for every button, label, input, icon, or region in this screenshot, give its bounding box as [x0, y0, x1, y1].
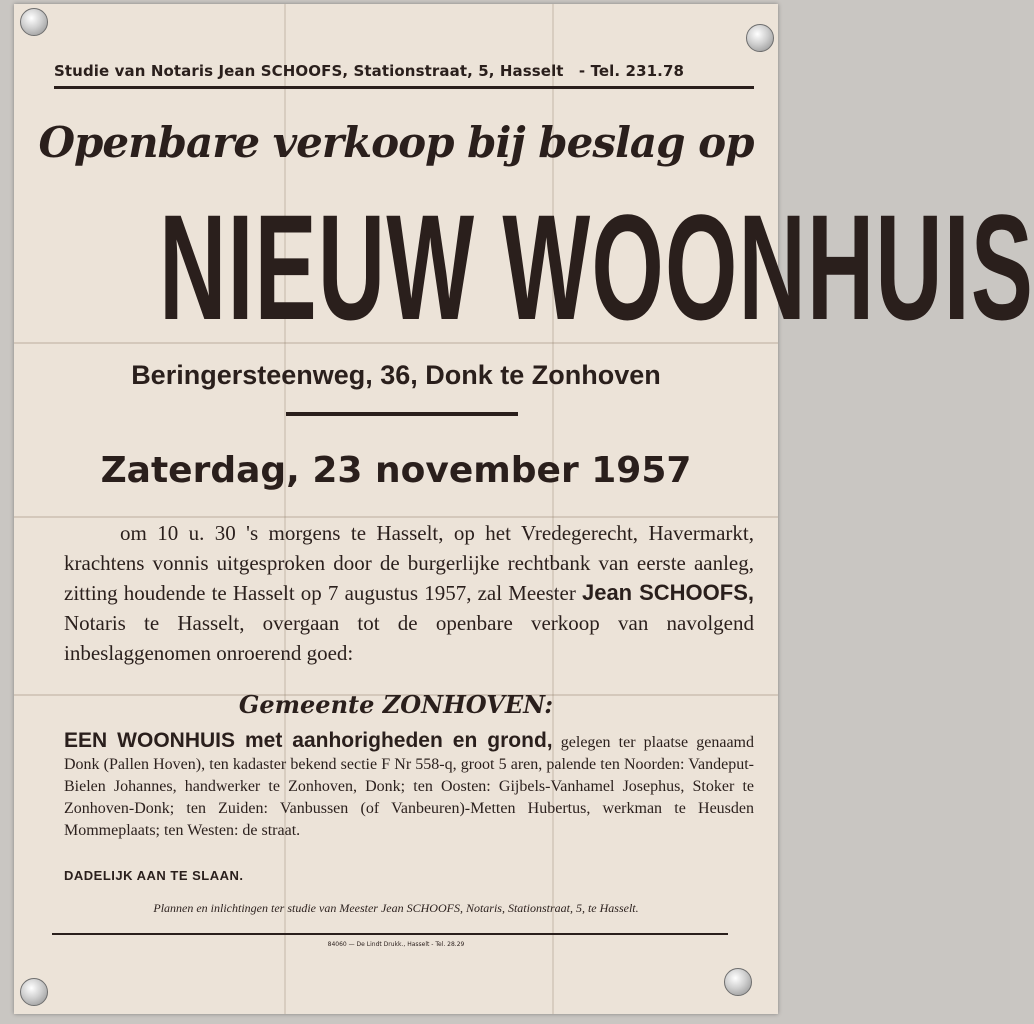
property-details: [64, 730, 754, 842]
body-part2: Notaris te Hasselt, overgaan tot de openbare verkoop van navolgend inbeslaggenomen onroerend goed:: [64, 611, 754, 665]
poster: [14, 4, 1034, 1014]
divider-rule: [286, 412, 518, 416]
sale-date: Zaterdag, 23 november 1957: [100, 450, 692, 491]
property-text: gelegen ter plaatse genaamd Donk (Pallen Hoven), ten kadaster bekend sectie F Nr 558-q, groot 5 aren, palende ten Noorden: Vandeput-Bielen Johannes, handwerker te Zonhoven, Donk; ten Oosten: Gijbels-Vanhamel Josephus, Stoker te Zonhoven-Donk; ten Zuiden: Vanbussen (of Vanbeuren)-Metten Hubertus, werkman te Heusden Mommeplaats; ten Westen: de straat.: [64, 734, 755, 839]
pushpin-icon: [746, 24, 774, 52]
body-part1: om 10 u. 30 's morgens te Hasselt, op het Vredegerecht, Havermarkt, krachtens vonnis uitgesproken door de burgerlijke rechtbank van eerste aanleg, zitting houdende te Hasselt op 7 augustus 1957, zal Meester: [64, 521, 754, 605]
property-address: Beringersteenweg, 36, Donk te Zonhoven: [131, 360, 661, 390]
posting-notice: DADELIJK AAN TE SLAAN.: [64, 868, 244, 883]
sale-description: [64, 518, 754, 668]
info-line: Plannen en inlichtingen ter studie van Meester Jean SCHOOFS, Notaris, Stationstraat, 5, te Hasselt.: [153, 901, 639, 915]
notary-name: Jean SCHOOFS,: [581, 580, 755, 605]
property-lead: EEN WOONHUIS met aanhorigheden en grond,: [64, 729, 553, 752]
notary-header: [54, 62, 754, 80]
municipality-heading: Gemeente ZONHOVEN:: [238, 690, 554, 719]
pushpin-icon: [724, 968, 752, 996]
pushpin-icon: [20, 8, 48, 36]
main-title: NIEUW WOONHUIS: [159, 183, 1034, 351]
header-rule: [54, 86, 754, 89]
notary-phone: - Tel. 231.78: [578, 62, 685, 80]
notary-studio: Studie van Notaris Jean SCHOOFS, Stationstraat, 5, Hasselt: [54, 62, 564, 80]
footer-rule: [52, 933, 728, 935]
headline: Openbare verkoop bij beslag op: [38, 118, 754, 167]
pushpin-icon: [20, 978, 48, 1006]
printer-imprint: 84060 — De Lindt Drukk., Hasselt - Tel. 28.29: [327, 941, 465, 948]
